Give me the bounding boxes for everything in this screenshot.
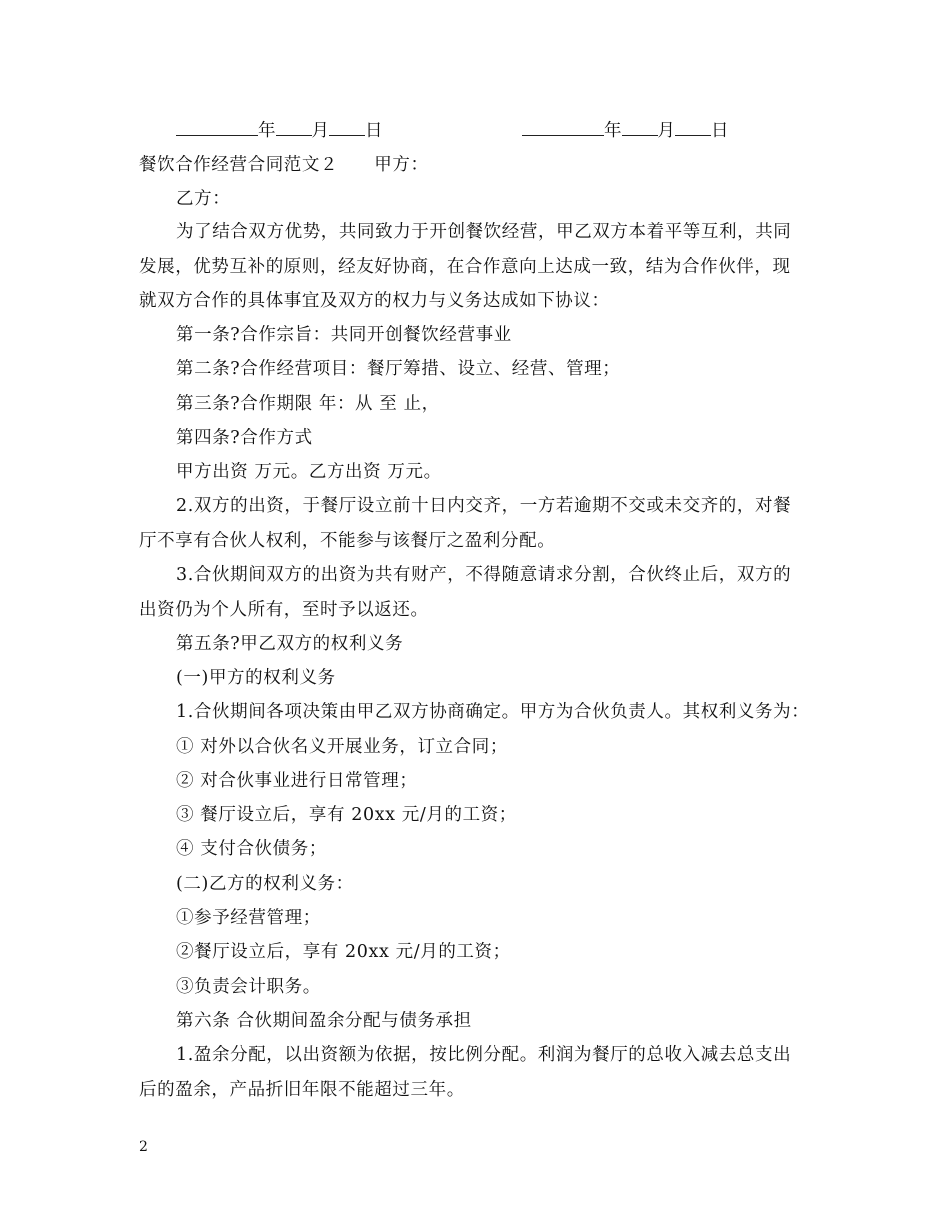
paragraph-line: 第五条?甲乙双方的权利义务: [176, 634, 404, 654]
paragraph-line: 厅不享有合伙人权利，不能参与该餐厅之盈利分配。: [139, 531, 556, 551]
paragraph-line: ① 对外以合伙名义开展业务，订立合同；: [176, 737, 508, 757]
month-blank: [276, 119, 312, 136]
year-blank: [176, 119, 258, 136]
date-line: [176, 119, 729, 142]
paragraph-line: 第四条?合作方式: [176, 428, 313, 448]
date-right: 年 月 日: [522, 119, 729, 142]
paragraph-line: 甲方出资 万元。乙方出资 万元。: [176, 462, 442, 482]
paragraph-line: ③负责会计职务。: [176, 977, 321, 997]
year-blank: [522, 119, 604, 136]
paragraph-line: 第三条?合作期限 年：从 至 止，: [176, 394, 440, 414]
paragraph-line: 3.合伙期间双方的出资为共有财产，不得随意请求分割，合伙终止后，双方的: [176, 565, 792, 585]
paragraph-line: 第六条 合伙期间盈余分配与债务承担: [176, 1011, 472, 1031]
paragraph-line: 发展，优势互补的原则，经友好协商，在合作意向上达成一致，结为合作伙伴，现: [139, 257, 791, 277]
paragraph-line: 第一条?合作宗旨：共同开创餐饮经营事业: [176, 325, 512, 345]
month-blank: [622, 119, 658, 136]
date-left: 年 月 日: [176, 121, 383, 141]
paragraph-line: ③ 餐厅设立后，享有 20xx 元/月的工资；: [176, 805, 517, 825]
paragraph-line: ② 对合伙事业进行日常管理；: [176, 771, 418, 791]
paragraph-line: (二)乙方的权利义务：: [176, 874, 354, 894]
paragraph-line: 1.合伙期间各项决策由甲乙双方协商确定。甲方为合伙负责人。其权利义务为：: [176, 702, 810, 722]
paragraph-line: ④ 支付合伙债务；: [176, 839, 327, 859]
paragraph-line: 后的盈余，产品折旧年限不能超过三年。: [139, 1080, 465, 1100]
day-blank: [329, 119, 365, 136]
paragraph-line: 乙方：: [176, 189, 231, 209]
paragraph-line: 为了结合双方优势，共同致力于开创餐饮经营，甲乙双方本着平等互利，共同: [176, 222, 792, 242]
paragraph-line: ②餐厅设立后，享有 20xx 元/月的工资；: [176, 942, 511, 962]
paragraph-line: 1.盈余分配，以出资额为依据，按比例分配。利润为餐厅的总收入减去总支出: [176, 1045, 792, 1065]
paragraph-line: 2.双方的出资，于餐厅设立前十日内交齐，一方若逾期不交或未交齐的，对餐: [176, 496, 792, 516]
paragraph-line: 餐饮合作经营合同范文２ 甲方：: [139, 155, 429, 175]
paragraph-line: 第二条?合作经营项目：餐厅筹措、设立、经营、管理；: [176, 359, 621, 379]
page-number: 2: [139, 1139, 148, 1155]
paragraph-line: (一)甲方的权利义务: [176, 668, 336, 688]
paragraph-line: 就双方合作的具体事宜及双方的权力与义务达成如下协议：: [139, 291, 610, 311]
paragraph-line: ①参予经营管理；: [176, 908, 321, 928]
day-blank: [675, 119, 711, 136]
paragraph-line: 出资仍为个人所有，至时予以返还。: [139, 600, 429, 620]
